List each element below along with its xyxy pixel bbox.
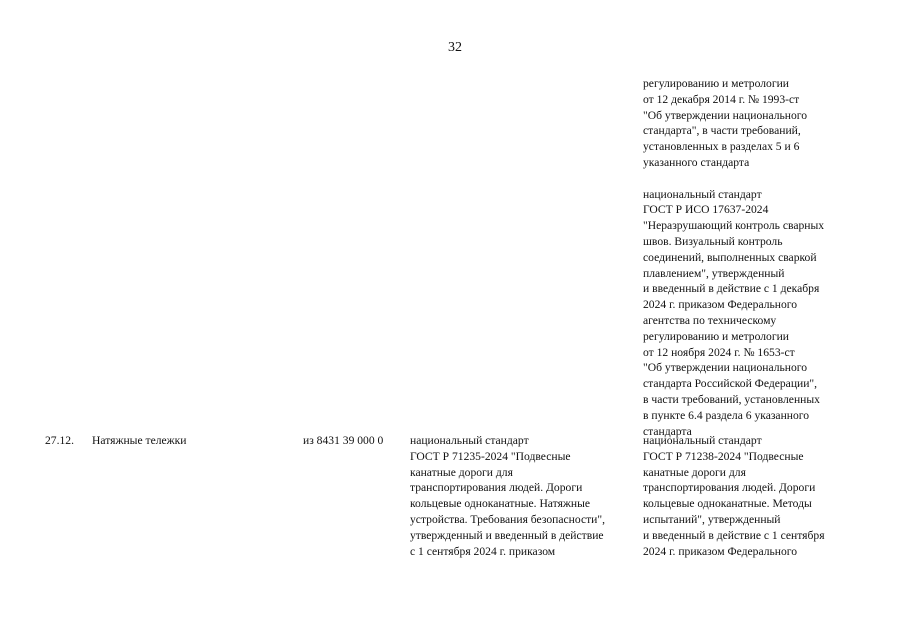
text-line: стандарта Российской Федерации", <box>643 377 818 391</box>
text-line: соединений, выполненных сваркой <box>643 250 817 264</box>
text-line: регулированию и метрологии <box>643 329 789 343</box>
row-number: 27.12. <box>45 434 74 447</box>
text-line: кольцевые одноканатные. Натяжные <box>410 497 591 511</box>
text-line: в части требований, установленных <box>643 392 820 406</box>
text-line: плавлением", утвержденный <box>643 266 785 280</box>
text-line: национальный стандарт <box>643 187 762 201</box>
text-line: с 1 сентября 2024 г. приказом <box>410 544 556 558</box>
text-line: агентства по техническому <box>643 313 777 327</box>
text-line: 2024 г. приказом Федерального <box>643 298 798 312</box>
product-name: Натяжные тележки <box>92 434 187 447</box>
text-line: утвержденный и введенный в действие <box>410 528 604 542</box>
text-line <box>643 171 824 187</box>
text-line: транспортирования людей. Дороги <box>643 481 816 495</box>
text-line: стандарта <box>643 424 692 438</box>
text-line: стандарта", в части требований, <box>643 124 801 138</box>
text-line: в пункте 6.4 раздела 6 указанного <box>643 408 810 422</box>
text-line: "Об утверждении национального <box>643 108 808 122</box>
text-line: установленных в разделах 5 и 6 <box>643 140 800 154</box>
text-line: ГОСТ Р 71235-2024 "Подвесные <box>410 449 571 463</box>
text-line: швов. Визуальный контроль <box>643 234 783 248</box>
text-line: канатные дороги для <box>410 465 513 479</box>
text-line: указанного стандарта <box>643 155 750 169</box>
tn-ved-code: из 8431 39 000 0 <box>303 434 384 447</box>
text-line: регулированию и метрологии <box>643 77 789 90</box>
text-line: испытаний", утвержденный <box>643 512 781 526</box>
text-line: канатные дороги для <box>643 465 746 479</box>
page-number: 32 <box>448 40 462 55</box>
text-line: и введенный в действие с 1 сентября <box>643 528 825 542</box>
test-methods-standard-text <box>643 433 825 559</box>
text-line: от 12 декабря 2014 г. № 1993-ст <box>643 92 800 106</box>
continued-standards-text <box>643 76 824 439</box>
text-line: национальный стандарт <box>410 434 529 447</box>
text-line: ГОСТ Р ИСО 17637-2024 <box>643 203 769 217</box>
text-line: кольцевые одноканатные. Методы <box>643 497 812 511</box>
text-line: и введенный в действие с 1 декабря <box>643 282 820 296</box>
text-line: устройства. Требования безопасности", <box>410 512 605 526</box>
text-line: от 12 ноября 2024 г. № 1653-ст <box>643 345 795 359</box>
text-line: "Неразрушающий контроль сварных <box>643 219 825 233</box>
text-line: 2024 г. приказом Федерального <box>643 544 798 558</box>
requirements-standard-text <box>410 433 605 559</box>
text-line: национальный стандарт <box>643 434 762 447</box>
text-line: "Об утверждении национального <box>643 361 808 375</box>
text-line: ГОСТ Р 71238-2024 "Подвесные <box>643 449 804 463</box>
text-line: транспортирования людей. Дороги <box>410 481 583 495</box>
